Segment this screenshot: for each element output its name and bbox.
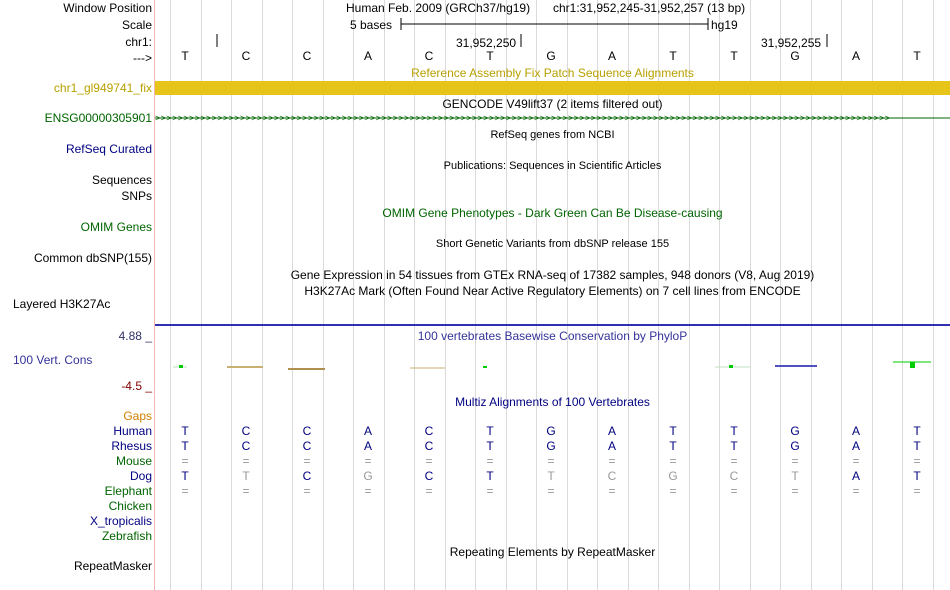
aligned-base: T — [486, 424, 494, 438]
aligned-base: G — [363, 469, 373, 483]
ref-base: T — [730, 49, 738, 63]
species-label-elephant[interactable]: Elephant — [104, 484, 152, 498]
aligned-base: C — [424, 424, 434, 438]
aligned-base: T — [486, 439, 494, 453]
aligned-base: = — [852, 484, 860, 498]
ref-base: C — [424, 49, 434, 63]
conservation-track-title: 100 vertebrates Basewise Conservation by PhyloP — [417, 329, 688, 343]
aligned-base: T — [181, 469, 189, 483]
aligned-base: T — [913, 424, 921, 438]
aligned-base: T — [669, 424, 677, 438]
aligned-base: A — [607, 439, 616, 453]
ref-base: A — [607, 49, 616, 63]
aligned-base: G — [546, 439, 556, 453]
aligned-base: A — [851, 469, 860, 483]
aligned-base: T — [913, 469, 921, 483]
gtex-track-title: Gene Expression in 54 tissues from GTEx RNA-seq of 17382 samples, 948 donors (V8, Aug 2019) — [290, 268, 815, 282]
repeatmasker-track-title: Repeating Elements by RepeatMasker — [449, 545, 656, 559]
aligned-base: = — [486, 484, 494, 498]
aligned-base: = — [608, 484, 616, 498]
dbsnp-track-label[interactable]: Common dbSNP(155) — [33, 251, 152, 265]
ref-base: T — [669, 49, 677, 63]
aligned-base: = — [486, 454, 494, 468]
species-label-dog[interactable]: Dog — [129, 469, 152, 483]
aligned-base: G — [668, 469, 678, 483]
aligned-base: T — [242, 469, 250, 483]
h3k27ac-track-label[interactable]: Layered H3K27Ac — [13, 297, 111, 311]
aligned-base: = — [547, 454, 555, 468]
ref-base: A — [363, 49, 372, 63]
aligned-base: C — [241, 439, 251, 453]
species-label-rhesus[interactable]: Rhesus — [111, 439, 152, 453]
refseq-track-label[interactable]: RefSeq Curated — [65, 142, 152, 156]
scale-db: hg19 — [711, 18, 738, 32]
aligned-base: T — [913, 439, 921, 453]
aligned-base: = — [669, 484, 677, 498]
species-label-mouse[interactable]: Mouse — [115, 454, 152, 468]
aligned-base: = — [608, 454, 616, 468]
aligned-base: C — [729, 469, 739, 483]
aligned-base: = — [913, 454, 921, 468]
cons-min-label: -4.5 _ — [121, 379, 152, 393]
window-position-label: Window Position — [63, 1, 152, 15]
ref-base: C — [302, 49, 312, 63]
aligned-base: C — [607, 469, 617, 483]
fix-patch-track-title: Reference Assembly Fix Patch Sequence Alignments — [411, 66, 694, 80]
ref-base: T — [913, 49, 921, 63]
ruler-tick-label-1: 31,952,250 — [456, 36, 517, 50]
h3k27ac-track-title: H3K27Ac Mark (Often Found Near Active Regulatory Elements) on 7 cell lines from ENCODE — [304, 284, 801, 298]
aligned-base: C — [424, 469, 434, 483]
fix-patch-track-label[interactable]: chr1_gl949741_fix — [53, 81, 152, 95]
aligned-base: = — [547, 484, 555, 498]
aligned-base: = — [730, 454, 738, 468]
track-area[interactable] — [155, 0, 950, 590]
strand-arrow-label[interactable]: ---> — [133, 51, 152, 65]
aligned-base: = — [364, 484, 372, 498]
aligned-base: = — [181, 454, 189, 468]
track-label-column — [0, 0, 154, 590]
aligned-base: C — [241, 424, 251, 438]
aligned-base: = — [181, 484, 189, 498]
aligned-base: = — [425, 454, 433, 468]
sequences-track-label[interactable]: Sequences — [91, 173, 152, 187]
cons-max-label: 4.88 _ — [118, 329, 152, 343]
omim-track-label[interactable]: OMIM Genes — [80, 220, 152, 234]
ruler-tick-label-2: 31,952,255 — [761, 36, 822, 50]
aligned-base: T — [730, 439, 738, 453]
aligned-base: A — [851, 439, 860, 453]
aligned-base: G — [790, 439, 800, 453]
aligned-base: = — [242, 484, 250, 498]
aligned-base: = — [364, 454, 372, 468]
aligned-base: = — [669, 454, 677, 468]
aligned-base: C — [424, 439, 434, 453]
gene-strand-chevrons: >>>>>>>>>>>>>>>>>>>>>>>>>>>>>>>>>>>>>>>>>>>>>>>>>>>>>>>>>>>>>>>>>>>>>>>>>>>>>>>>>>>>>>>>>>>>>>>>>>>>>>>>>>>>>>>>>>>>>>>>>>>>>>>>>> — [155, 113, 891, 123]
aligned-base: T — [730, 424, 738, 438]
aligned-base: G — [546, 424, 556, 438]
aligned-base: T — [486, 469, 494, 483]
aligned-base: C — [302, 424, 312, 438]
scale-text: 5 bases — [350, 18, 393, 32]
chrom-label: chr1: — [125, 35, 152, 49]
ref-base: T — [181, 49, 189, 63]
scale-label: Scale — [121, 18, 152, 32]
species-label-human[interactable]: Human — [113, 424, 152, 438]
aligned-base: T — [669, 439, 677, 453]
species-label-xtropicalis[interactable]: X_tropicalis — [89, 514, 152, 528]
species-label-zebrafish[interactable]: Zebrafish — [101, 529, 152, 543]
ref-base: G — [546, 49, 556, 63]
aligned-base: = — [791, 454, 799, 468]
aligned-base: T — [181, 439, 189, 453]
cons-track-label[interactable]: 100 Vert. Cons — [13, 353, 93, 367]
ensg-gene-label[interactable]: ENSG00000305901 — [44, 111, 152, 125]
ref-base: G — [790, 49, 800, 63]
aligned-base: T — [547, 469, 555, 483]
ref-base: C — [241, 49, 251, 63]
aligned-base: A — [363, 424, 372, 438]
multiz-track-title: Multiz Alignments of 100 Vertebrates — [455, 395, 650, 409]
aligned-base: T — [181, 424, 189, 438]
publications-track-title: Publications: Sequences in Scientific Articles — [443, 160, 662, 172]
aligned-base: = — [852, 454, 860, 468]
aligned-base: T — [791, 469, 799, 483]
dbsnp-track-title: Short Genetic Variants from dbSNP release 155 — [435, 238, 670, 250]
aligned-base: = — [913, 484, 921, 498]
refseq-track-title: RefSeq genes from NCBI — [490, 129, 615, 141]
aligned-base: A — [607, 424, 616, 438]
aligned-base: A — [851, 424, 860, 438]
aligned-base: = — [242, 454, 250, 468]
position-title: chr1:31,952,245-31,952,257 (13 bp) — [553, 1, 746, 15]
ref-base: T — [486, 49, 494, 63]
aligned-base: G — [790, 424, 800, 438]
aligned-base: = — [425, 484, 433, 498]
assembly-title: Human Feb. 2009 (GRCh37/hg19) — [346, 1, 531, 15]
snps-track-label[interactable]: SNPs — [121, 189, 152, 203]
gencode-track-title: GENCODE V49lift37 (2 items filtered out) — [442, 97, 663, 111]
aligned-base: C — [302, 439, 312, 453]
gaps-label[interactable]: Gaps — [123, 409, 152, 423]
conservation-graph[interactable] — [155, 0, 950, 400]
aligned-base: = — [303, 484, 311, 498]
species-label-chicken[interactable]: Chicken — [108, 499, 152, 513]
aligned-base: A — [363, 439, 372, 453]
aligned-base: C — [302, 469, 312, 483]
ref-base: A — [851, 49, 860, 63]
aligned-base: = — [303, 454, 311, 468]
omim-track-title: OMIM Gene Phenotypes - Dark Green Can Be Disease-causing — [382, 206, 723, 220]
aligned-base: = — [791, 484, 799, 498]
repeatmasker-track-label[interactable]: RepeatMasker — [73, 559, 152, 573]
aligned-base: = — [730, 484, 738, 498]
